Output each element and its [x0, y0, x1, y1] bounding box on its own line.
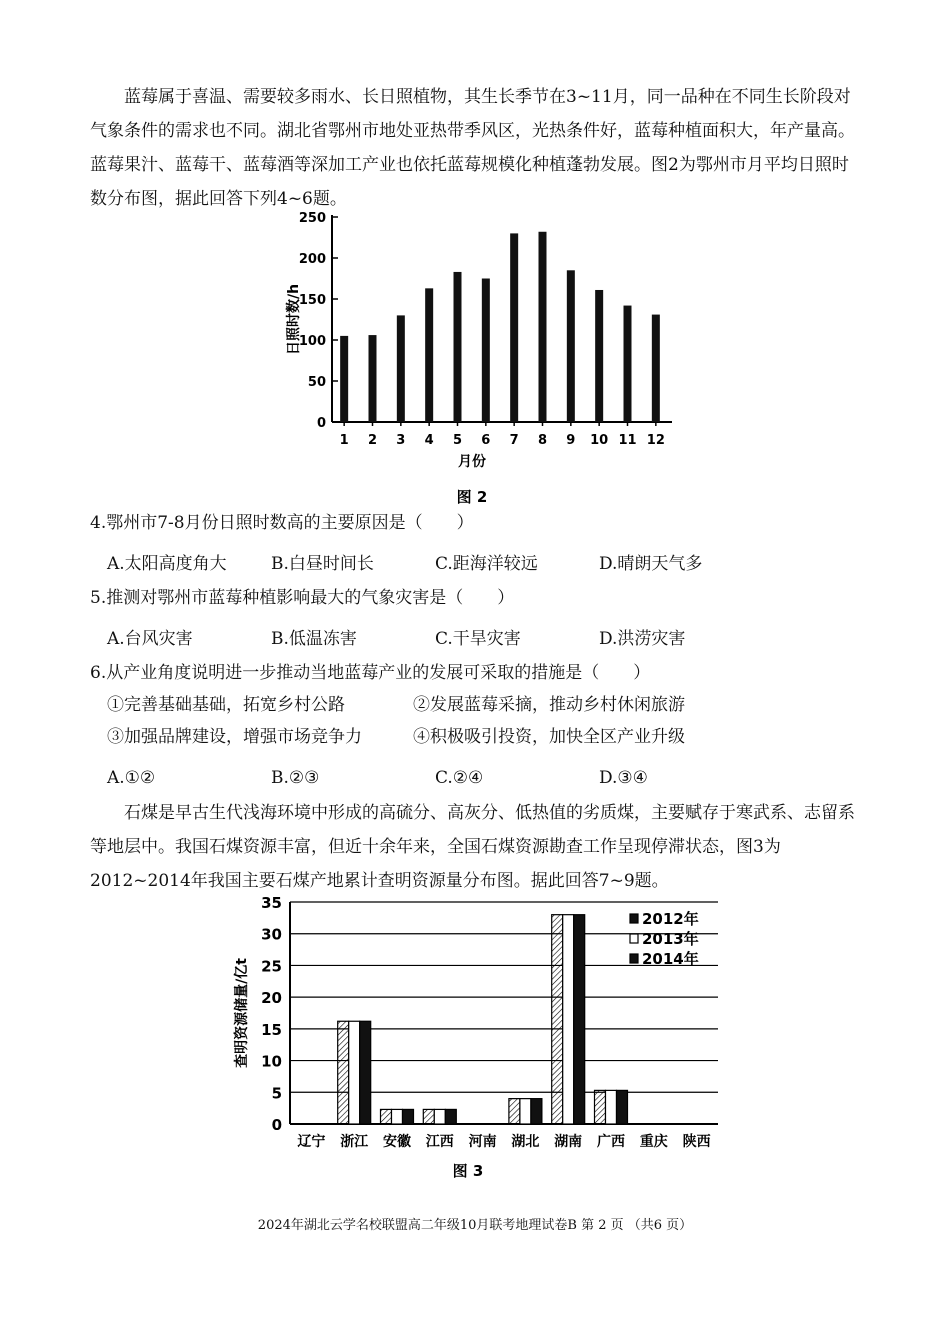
x-tick-label: 广西 — [597, 1134, 625, 1150]
q6-option-d[interactable]: D.③④ — [599, 768, 648, 788]
x-tick-label: 湖南 — [554, 1134, 583, 1150]
passage-blueberry-text: 蓝莓属于喜温、需要较多雨水、长日照植物，其生长季节在3~11月，同一品种在不同生长阶段对气象条件的需求也不同。湖北省鄂州市地处亚热带季风区，光热条件好，蓝莓种植面积大，年产量高。蓝莓果汁、蓝莓干、蓝莓酒等深加工产业也依托蓝莓规模化种植蓬勃发展。图2为鄂州市月平均日照时数分布图，据此回答下列4~6题。 — [90, 87, 855, 209]
legend-swatch — [630, 914, 638, 923]
q4-option-b[interactable]: B.白昼时间长 — [271, 554, 374, 574]
x-tick-label: 6 — [481, 433, 491, 448]
q6-option-a[interactable]: A.①② — [107, 768, 156, 788]
q5-option-d[interactable]: D.洪涝灾害 — [599, 629, 686, 649]
y-tick-label: 250 — [298, 211, 326, 226]
x-tick-label: 1 — [339, 433, 349, 448]
y-tick-label: 35 — [261, 894, 282, 912]
y-axis-label: 查明资源储量/亿t — [234, 958, 250, 1068]
x-tick-label: 3 — [396, 433, 406, 448]
x-tick-label: 11 — [618, 433, 637, 448]
legend-label: 2013年 — [642, 930, 699, 948]
q6-item-3: ③加强品牌建设，增强市场竞争力 — [107, 727, 362, 747]
bar-month-7 — [510, 233, 518, 422]
bar-安徽-1 — [392, 1109, 403, 1124]
bar-湖北-0 — [509, 1099, 520, 1124]
bar-month-11 — [624, 306, 632, 422]
figure-2-sunshine-chart — [270, 205, 690, 505]
question-6-items-row2 — [107, 725, 685, 749]
x-tick-label: 5 — [452, 433, 463, 448]
y-tick-label: 100 — [298, 334, 326, 349]
question-6-items-row1 — [107, 693, 685, 717]
question-6-options — [107, 766, 763, 790]
y-tick-label: 5 — [271, 1084, 282, 1103]
figure-3-stone-coal-chart — [230, 888, 730, 1178]
figure-caption: 图 2 — [456, 488, 488, 505]
bar-month-1 — [340, 336, 348, 422]
passage-stone-coal — [90, 796, 865, 898]
bar-浙江-0 — [338, 1021, 349, 1124]
q5-option-b[interactable]: B.低温冻害 — [271, 629, 357, 649]
bar-浙江-1 — [349, 1021, 360, 1124]
bar-month-2 — [369, 335, 377, 422]
bar-month-6 — [482, 279, 490, 423]
x-tick-label: 12 — [646, 433, 665, 448]
legend-label: 2012年 — [642, 910, 699, 928]
question-5-options — [107, 627, 763, 651]
bar-湖南-0 — [552, 915, 563, 1124]
question-4-options — [107, 552, 763, 576]
page-footer: 2024年湖北云学名校联盟高二年级10月联考地理试卷B 第 2 页 （共6 页） — [257, 1218, 693, 1233]
y-tick-label: 25 — [261, 957, 282, 976]
q6-option-b[interactable]: B.②③ — [271, 768, 320, 788]
x-tick-label: 4 — [424, 433, 434, 448]
question-5-stem: 5.推测对鄂州市蓝莓种植影响最大的气象灾害是（ ） — [90, 588, 515, 608]
bar-湖北-2 — [531, 1099, 542, 1124]
y-tick-label: 30 — [261, 925, 282, 944]
bar-广西-2 — [617, 1090, 628, 1124]
x-axis-label: 月份 — [458, 454, 486, 470]
passage-stone-coal-text: 石煤是早古生代浅海环境中形成的高硫分、高灰分、低热值的劣质煤，主要赋存于寒武系、志留系等地层中。我国石煤资源丰富，但近十余年来，全国石煤资源勘查工作呈现停滞状态，图3为2012~2014年我国主要石煤产地累计查明资源量分布图。据此回答7~9题。 — [90, 803, 855, 891]
x-tick-label: 浙江 — [340, 1134, 369, 1150]
bar-month-4 — [425, 288, 433, 422]
y-tick-label: 200 — [298, 252, 326, 267]
bar-month-10 — [595, 290, 603, 422]
bar-广西-0 — [595, 1090, 606, 1124]
q5-option-a[interactable]: A.台风灾害 — [107, 629, 193, 649]
q6-option-c[interactable]: C.②④ — [435, 768, 484, 788]
bar-month-9 — [567, 270, 575, 422]
x-tick-label: 江西 — [425, 1134, 454, 1150]
legend-swatch — [630, 934, 638, 943]
legend-swatch — [630, 954, 638, 963]
bar-江西-1 — [434, 1109, 445, 1124]
y-tick-label: 20 — [261, 989, 282, 1008]
q5-option-c[interactable]: C.干旱灾害 — [435, 629, 521, 649]
x-tick-label: 2 — [367, 433, 378, 448]
x-tick-label: 湖北 — [511, 1134, 540, 1150]
x-tick-label: 7 — [509, 433, 519, 448]
bar-浙江-2 — [360, 1021, 371, 1124]
bar-month-8 — [539, 232, 547, 422]
bar-广西-1 — [606, 1090, 617, 1124]
x-tick-label: 陕西 — [682, 1134, 711, 1150]
bar-安徽-2 — [403, 1109, 414, 1124]
bar-湖北-1 — [520, 1099, 531, 1124]
bar-江西-0 — [423, 1109, 434, 1124]
figure-caption: 图 3 — [452, 1162, 484, 1178]
y-tick-label: 0 — [271, 1116, 282, 1134]
bar-month-3 — [397, 315, 405, 422]
q6-item-1: ①完善基础基础，拓宽乡村公路 — [107, 695, 345, 715]
x-tick-label: 重庆 — [639, 1134, 668, 1150]
q6-item-4: ④积极吸引投资，加快全区产业升级 — [413, 727, 685, 747]
y-tick-label: 10 — [261, 1052, 282, 1071]
bar-湖南-1 — [563, 915, 574, 1124]
passage-blueberry — [90, 80, 865, 216]
x-tick-label: 10 — [590, 433, 609, 448]
x-tick-label: 9 — [566, 433, 576, 448]
bar-month-5 — [454, 272, 462, 422]
question-4-stem: 4.鄂州市7-8月份日照时数高的主要原因是（ ） — [90, 513, 474, 533]
bar-安徽-0 — [381, 1109, 392, 1124]
x-tick-label: 河南 — [468, 1134, 497, 1150]
bar-month-12 — [652, 315, 660, 422]
bar-湖南-2 — [574, 915, 585, 1124]
q6-item-2: ②发展蓝莓采摘，推动乡村休闲旅游 — [413, 695, 685, 715]
y-tick-label: 50 — [307, 375, 326, 390]
x-tick-label: 辽宁 — [297, 1134, 326, 1150]
bar-江西-2 — [445, 1109, 456, 1124]
x-tick-label: 安徽 — [383, 1134, 411, 1150]
y-tick-label: 150 — [298, 293, 326, 308]
y-tick-label: 0 — [316, 416, 326, 431]
x-tick-label: 8 — [537, 433, 548, 448]
q4-option-c[interactable]: C.距海洋较远 — [435, 554, 538, 574]
y-tick-label: 15 — [261, 1020, 282, 1039]
q4-option-a[interactable]: A.太阳高度角大 — [107, 554, 227, 574]
legend-label: 2014年 — [642, 950, 699, 968]
q4-option-d[interactable]: D.晴朗天气多 — [599, 554, 703, 574]
y-axis-label: 日照时数/h — [286, 283, 302, 356]
question-6-stem: 6.从产业角度说明进一步推动当地蓝莓产业的发展可采取的措施是（ ） — [90, 663, 651, 683]
